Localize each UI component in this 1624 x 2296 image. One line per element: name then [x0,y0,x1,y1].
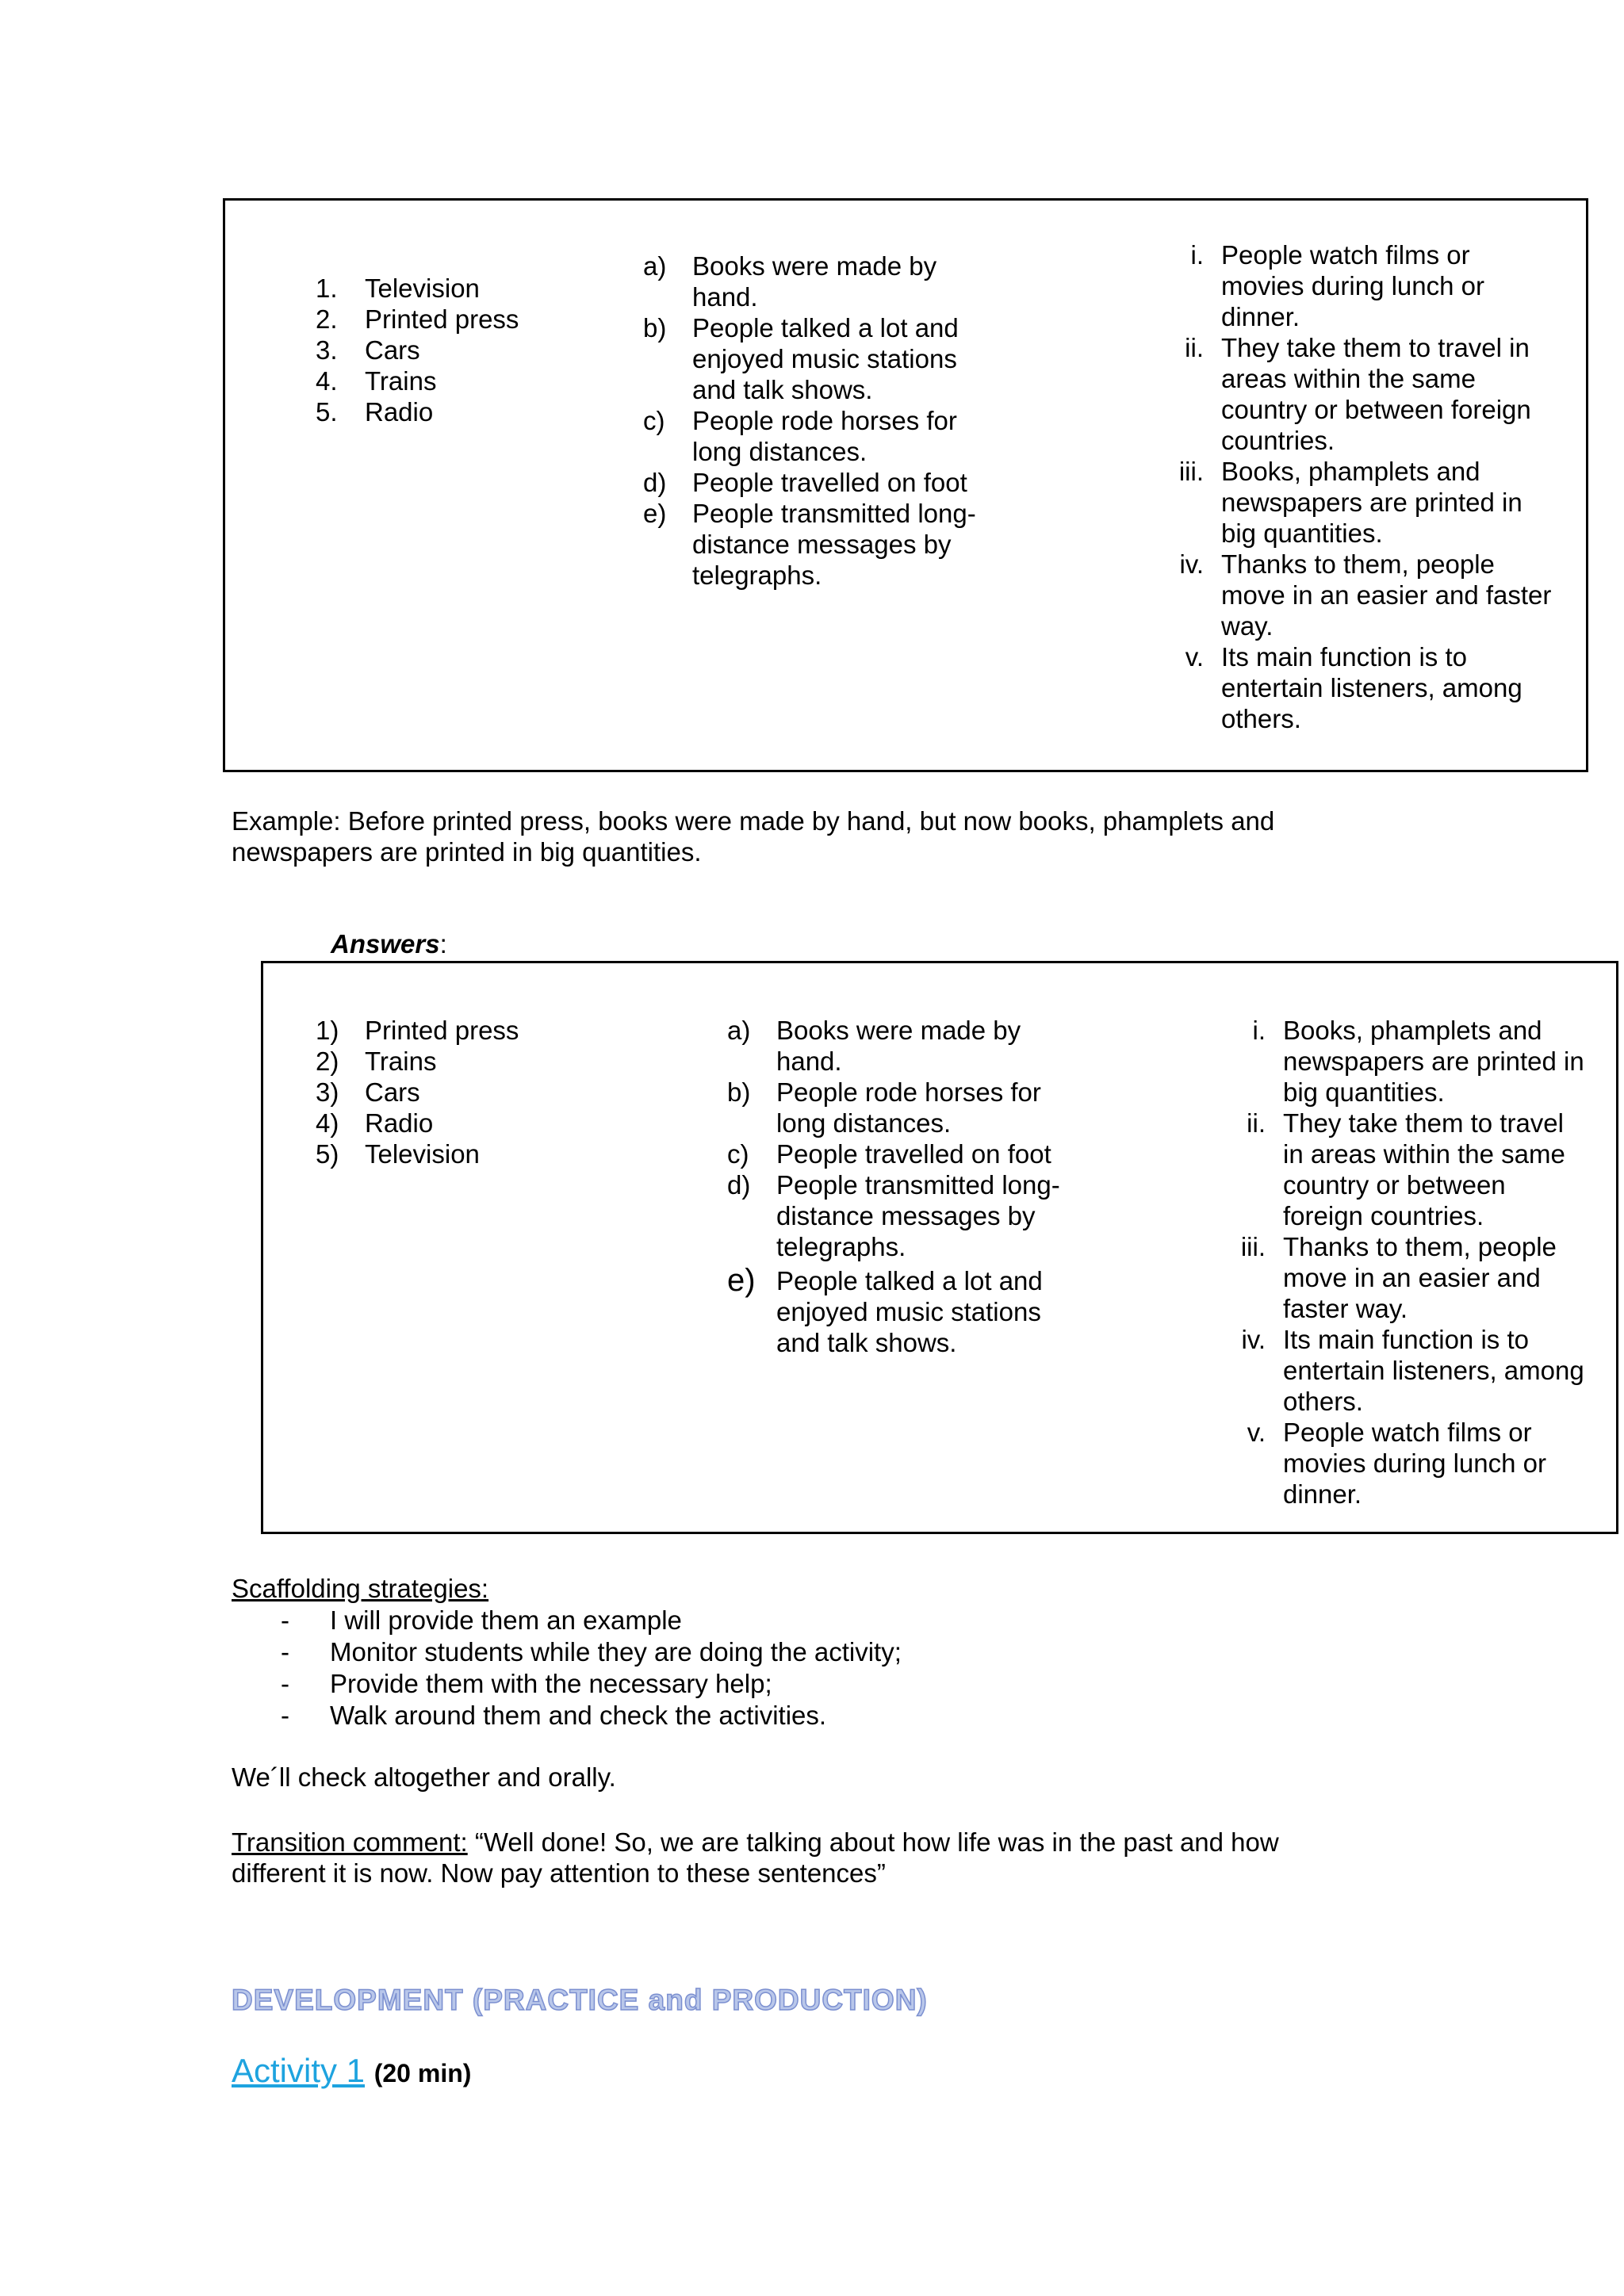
list-item: 1. Television [316,274,480,303]
list-item: - Walk around them and check the activities. [281,1701,827,1730]
list-item: 4) Radio [316,1108,434,1138]
answers-column-inventions [316,1015,585,1169]
activity-duration: (20 min) [373,2059,472,2087]
table1-column-present [1145,239,1557,734]
list-item: ii. They take them to travel in areas within the same country or between foreign countries. [1247,1108,1565,1230]
list-item: 5) Television [316,1139,480,1169]
list-item: 1) Printed press [316,1016,519,1045]
list-item: c) People rode horses for long distances. [643,406,957,466]
list-item: c) People travelled on foot [727,1139,1051,1169]
list-item: 3. Cars [316,335,420,365]
list-item: a) Books were made by hand. [643,251,937,312]
list-item: - Monitor students while they are doing the activity; [281,1637,902,1667]
list-item: iii. Books, phamplets and newspapers are printed in big quantities. [1178,457,1522,548]
list-item: - Provide them with the necessary help; [281,1669,772,1698]
table1-column-past [643,251,1008,591]
list-item: 3) Cars [316,1077,420,1107]
example-sentence: Example: Before printed press, books were made by hand, but now books, phamplets and newspapers are printed in big quantities. [232,806,1275,867]
transition-comment [232,1827,1358,1888]
list-item: e) People talked a lot and enjoyed music stations and talk shows. [727,1263,1043,1357]
list-item: a) Books were made by hand. [727,1016,1021,1076]
answers-column-present [1207,1015,1588,1510]
list-item: iii. Thanks to them, people move in an easier and faster way. [1240,1232,1557,1323]
list-item: i. People watch films or movies during lunch or dinner. [1190,240,1484,331]
scaffolding-list [232,1605,902,1732]
table1-column-inventions [316,273,585,427]
transition-label: Transition comment: [232,1827,468,1857]
list-item: iv. Its main function is to entertain listeners, among others. [1241,1325,1584,1416]
list-item: v. Its main function is to entertain listeners, among others. [1185,642,1522,733]
list-item: 2. Printed press [316,304,519,334]
list-item: 4. Trains [316,366,437,396]
list-item: 5. Radio [316,397,434,427]
list-item: i. Books, phamplets and newspapers are printed in big quantities. [1252,1016,1584,1107]
activity-title: Activity 1 [232,2052,366,2089]
list-item: b) People talked a lot and enjoyed music stations and talk shows. [643,313,959,404]
development-heading: DEVELOPMENT (PRACTICE and PRODUCTION) [232,1984,928,2016]
check-note: We´ll check altogether and orally. [232,1762,616,1792]
transition-text: “Well done! So, we are talking about how life was in the past and how different it is now. Now pay attention to these sentences” [232,1827,1279,1888]
list-item: d) People travelled on foot [643,468,967,497]
list-item: e) People transmitted long-distance messages by telegraphs. [643,499,976,590]
answers-label: Answers: [331,929,447,959]
list-item: v. People watch films or movies during lunch or dinner. [1247,1418,1546,1509]
list-item: 2) Trains [316,1047,437,1076]
activity-heading [232,2052,471,2090]
answers-column-past [727,1015,1084,1358]
list-item: iv. Thanks to them, people move in an easier and faster way. [1179,549,1552,641]
list-item: b) People rode horses for long distances. [727,1077,1041,1138]
list-item: d) People transmitted long-distance messages by telegraphs. [727,1170,1060,1261]
list-item: - I will provide them an example [281,1605,682,1635]
list-item: ii. They take them to travel in areas within the same country or between foreign countries. [1185,333,1531,455]
scaffolding-heading: Scaffolding strategies: [232,1574,489,1603]
